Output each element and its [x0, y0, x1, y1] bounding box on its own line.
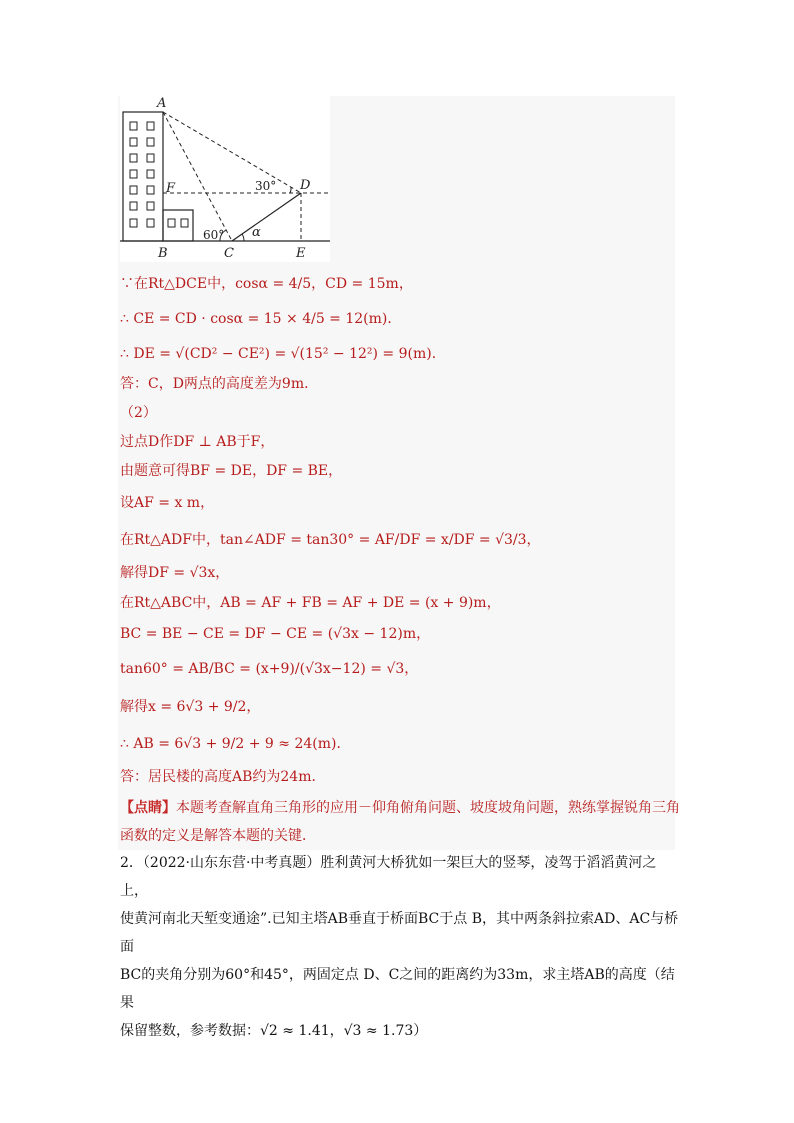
label-b: B	[158, 246, 168, 261]
solution-line-6: 过点D作DF ⊥ AB于F，	[120, 434, 275, 450]
question-2	[120, 849, 680, 1045]
solution-line-9: 在Rt△ADF中，tan∠ADF = tan30° = AF/DF = x/DF = √3/3，	[120, 532, 541, 548]
solution-line-7: 由题意可得BF = DE，DF = BE，	[120, 463, 343, 479]
question-2-line-1: 2．（2022·山东东营·中考真题）胜利黄河大桥犹如一架巨大的竖琴，凌驾于滔滔黄河之上，	[120, 855, 657, 899]
solution-line-12: BC = BE − CE = DF − CE = (√3x − 12)m，	[120, 626, 431, 642]
solution-line-5: （2）	[120, 405, 157, 421]
solution-line-3: ∴ DE = √(CD² − CE²) = √(15² − 12²) = 9(m)．	[120, 346, 446, 362]
solution-line-15: ∴ AB = 6√3 + 9/2 + 9 ≈ 24(m)．	[120, 736, 351, 752]
note-line-2: 函数的定义是解答本题的关键．	[120, 828, 316, 844]
label-f: F	[166, 181, 176, 196]
solution-line-11: 在Rt△ABC中，AB = AF + FB = AF + DE = (x + 9)m，	[120, 595, 501, 611]
label-a: A	[157, 96, 167, 111]
solution-line-13: tan60° = AB/BC = (x+9)/(√3x−12) = √3，	[120, 661, 419, 677]
solution-line-8: 设AF = x m，	[120, 495, 215, 511]
label-30: 30°	[255, 179, 277, 193]
question-2-line-2: 使黄河南北天堑变通途”.已知主塔AB垂直于桥面BC于点 B，其中两条斜拉索AD、AC与桥面	[120, 911, 679, 955]
question-2-line-4: 保留整数，参考数据：√2 ≈ 1.41，√3 ≈ 1.73）	[120, 1023, 428, 1039]
label-c: C	[224, 246, 234, 261]
angle-30-arc	[290, 187, 291, 193]
note-tag: 【点睛】	[120, 800, 176, 816]
building-outline	[123, 112, 163, 241]
label-e: E	[296, 246, 306, 261]
windows	[130, 122, 188, 227]
diagram-svg	[120, 96, 330, 262]
note-text-1: 本题考查解直角三角形的应用－仰角俯角问题、坡度坡角问题，熟练掌握锐角三角	[176, 800, 680, 816]
solution-line-1: ∵在Rt△DCE中，cosα = 4/5，CD = 15m，	[120, 276, 413, 292]
solution-line-4: 答：C，D两点的高度差为9m．	[120, 376, 319, 392]
solution-line-2: ∴ CE = CD · cosα = 15 × 4/5 = 12(m)．	[120, 311, 402, 327]
geometry-diagram	[120, 96, 330, 262]
label-alpha: α	[252, 225, 261, 240]
note-line-1	[120, 798, 680, 818]
label-60: 60°	[203, 228, 225, 242]
solution-line-14: 解得x = 6√3 + 9/2，	[120, 699, 261, 715]
solution-line-10: 解得DF = √3x，	[120, 565, 230, 581]
solution-line-16: 答：居民楼的高度AB约为24m．	[120, 769, 326, 785]
label-d: D	[300, 178, 311, 193]
question-2-line-3: BC的夹角分别为60°和45°，两固定点 D、C之间的距离约为33m，求主塔AB的高度（结果	[120, 967, 675, 1011]
angle-alpha-arc	[242, 234, 244, 241]
